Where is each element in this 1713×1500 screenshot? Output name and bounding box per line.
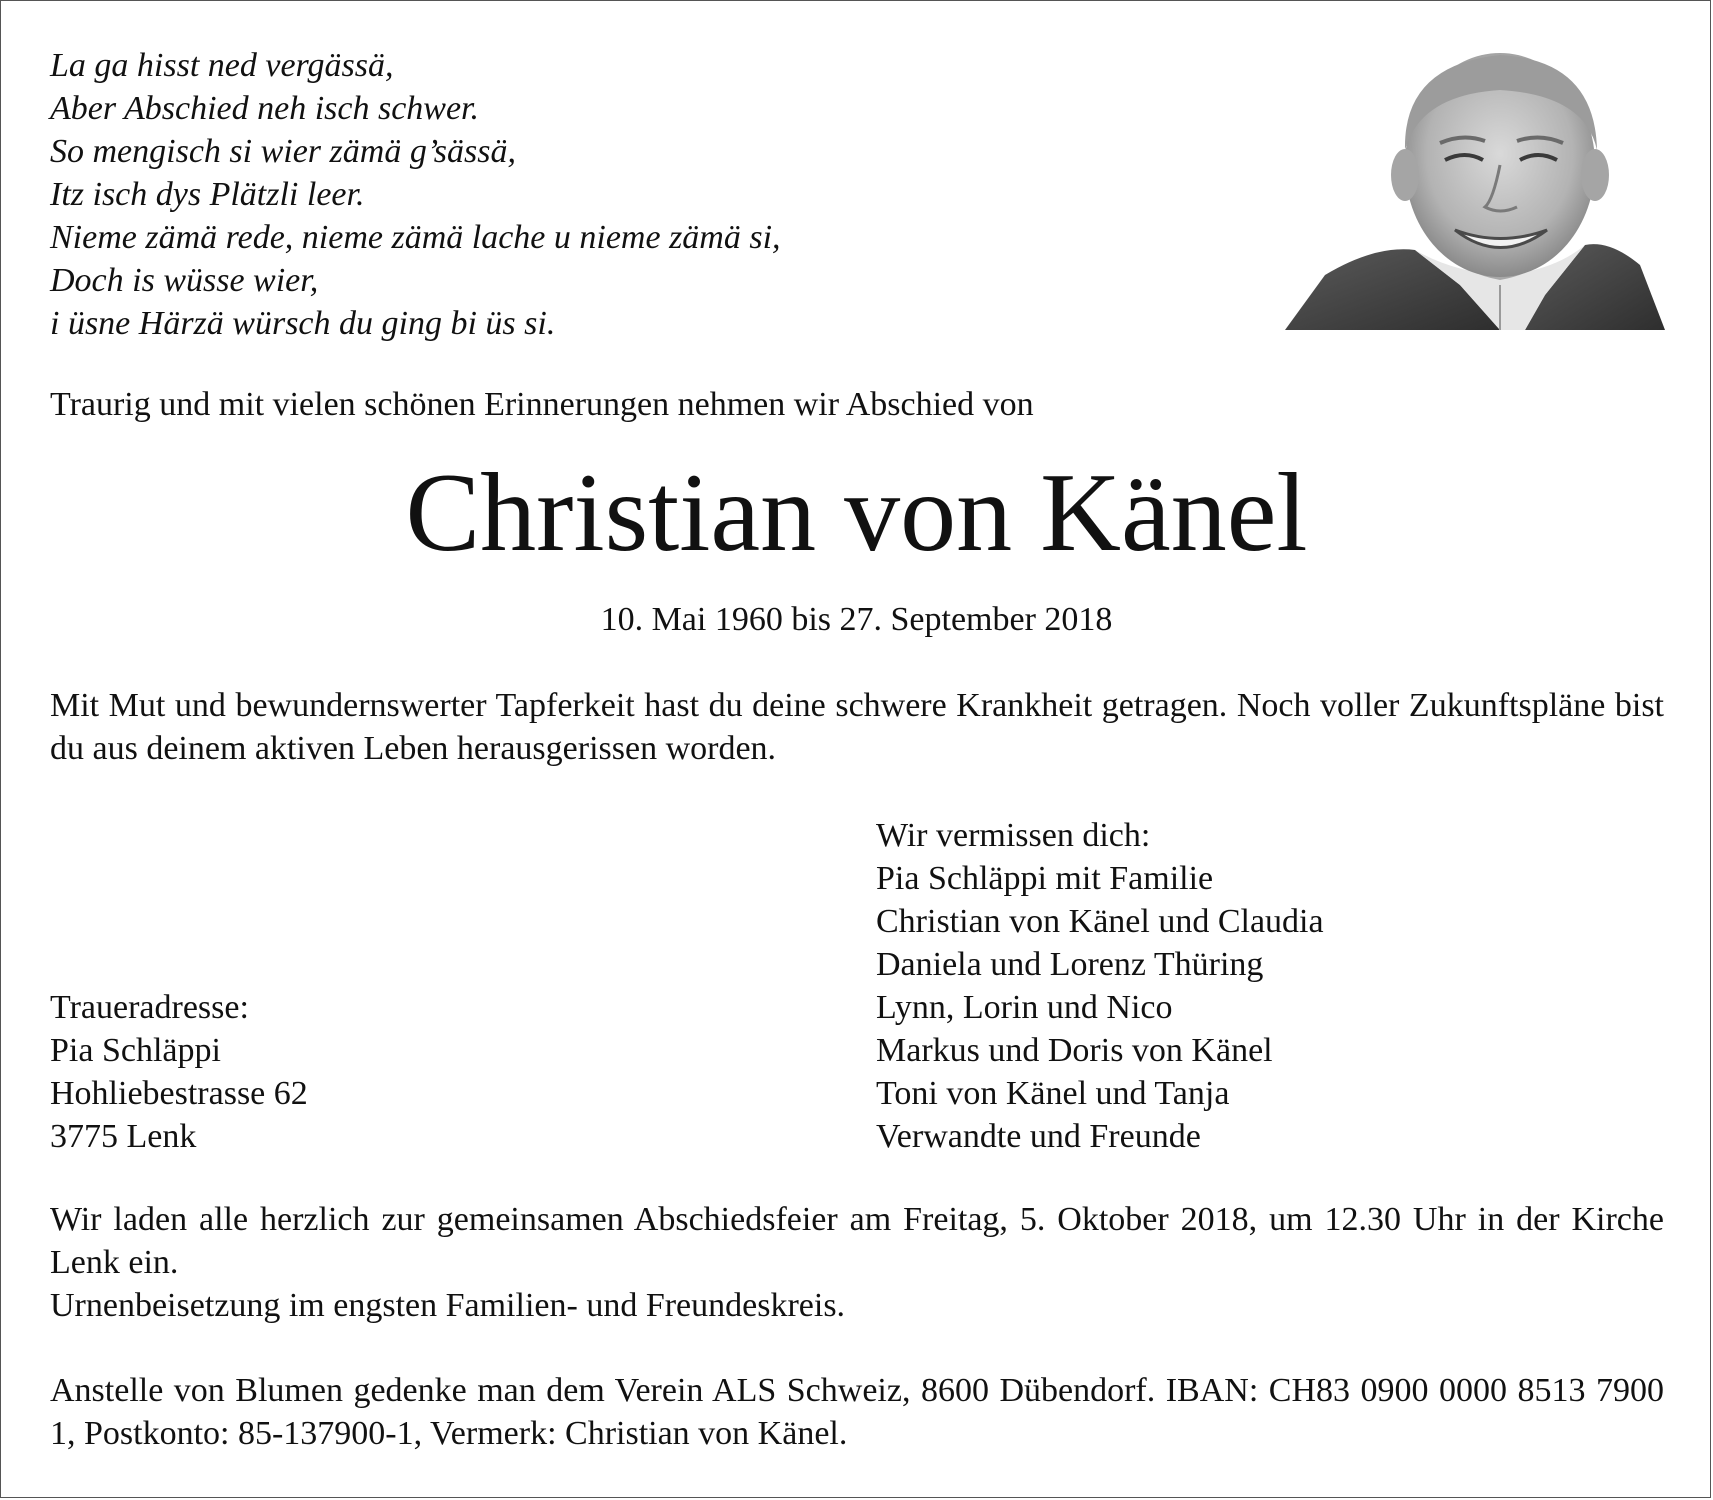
mourners-list [876, 814, 1324, 1158]
address-line: Hohliebestrasse 62 [50, 1075, 308, 1112]
address-line: 3775 Lenk [50, 1118, 197, 1155]
poem [50, 44, 781, 345]
poem-line: Doch is wüsse wier, [50, 262, 319, 299]
intro-text: Traurig und mit vielen schönen Erinnerungen nehmen wir Abschied von [50, 386, 1034, 423]
mourner-name: Pia Schläppi mit Familie [876, 860, 1214, 897]
mourner-name: Verwandte und Freunde [876, 1118, 1201, 1155]
poem-line: i üsne Härzä würsch du ging bi üs si. [50, 305, 556, 342]
address-label: Traueradresse: [50, 989, 249, 1026]
poem-line: So mengisch si wier zämä g’sässä, [50, 133, 516, 170]
mourner-name: Christian von Känel und Claudia [876, 903, 1324, 940]
portrait-photo [1285, 35, 1665, 330]
poem-line: La ga hisst ned vergässä, [50, 47, 394, 84]
tribute-paragraph: Mit Mut und bewundernswerter Tapferkeit hast du deine schwere Krankheit getragen. Noch voller Zukunftspläne bist du aus deinem aktiven Leben herausgerissen worden. [50, 687, 1664, 767]
ceremony-invitation: Wir laden alle herzlich zur gemeinsamen Abschiedsfeier am Freitag, 5. Oktober 2018, um 12.30 Uhr in der Kirche Lenk ein. [50, 1201, 1664, 1281]
mourner-name: Daniela und Lorenz Thüring [876, 946, 1264, 983]
life-dates: 10. Mai 1960 bis 27. September 2018 [600, 601, 1113, 638]
address-line: Pia Schläppi [50, 1032, 221, 1069]
deceased-name: Christian von Känel [405, 451, 1308, 575]
mourning-address [50, 986, 308, 1158]
mourner-name: Lynn, Lorin und Nico [876, 989, 1173, 1026]
poem-line: Nieme zämä rede, nieme zämä lache u nieme zämä si, [50, 219, 781, 256]
donation-info: Anstelle von Blumen gedenke man dem Verein ALS Schweiz, 8600 Dübendorf. IBAN: CH83 0900 0000 8513 7900 1, Postkonto: 85-137900-1, Vermerk: Christian von Känel. [50, 1372, 1664, 1452]
poem-line: Aber Abschied neh isch schwer. [50, 90, 480, 127]
poem-line: Itz isch dys Plätzli leer. [50, 176, 365, 213]
mourner-name: Markus und Doris von Känel [876, 1032, 1273, 1069]
ceremony-info [50, 1198, 1664, 1327]
burial-note: Urnenbeisetzung im engsten Familien- und Freundeskreis. [50, 1287, 846, 1324]
mourner-name: Toni von Känel und Tanja [876, 1075, 1230, 1112]
mourners-heading: Wir vermissen dich: [876, 817, 1151, 854]
